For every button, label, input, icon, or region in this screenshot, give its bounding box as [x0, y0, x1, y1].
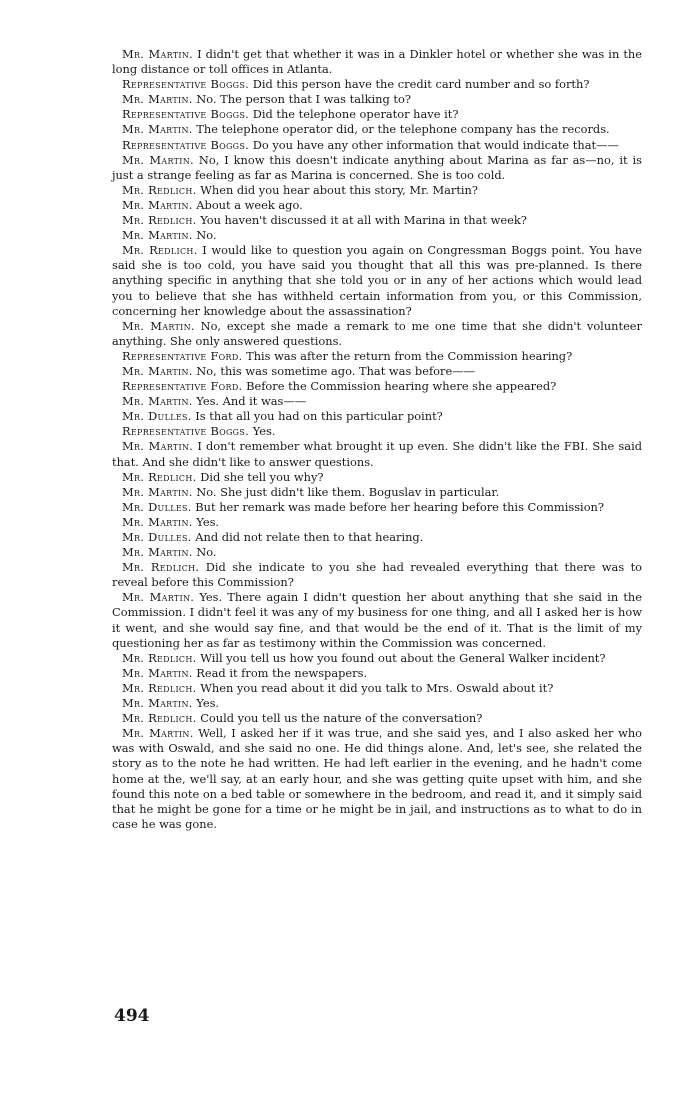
transcript-paragraph	[112, 47, 642, 77]
speaker-name: Mr. Martin.	[122, 696, 193, 711]
speaker-name: Mr. Dulles.	[122, 499, 192, 514]
transcript-paragraph	[112, 364, 642, 379]
transcript-paragraph	[112, 485, 642, 500]
transcript-paragraph	[112, 138, 642, 153]
speech-text: No, except she made a remark to me one time that she didn't volunteer anything. She only answered questions.	[112, 318, 642, 348]
speaker-name: Mr. Redlich.	[122, 711, 197, 726]
transcript-paragraph	[112, 153, 642, 183]
speaker-name: Representative Ford.	[122, 379, 243, 394]
speech-text: Did she tell you why?	[200, 469, 324, 484]
speaker-name: Mr. Redlich.	[122, 182, 197, 197]
speaker-name: Mr. Redlich.	[122, 243, 198, 258]
speaker-name: Mr. Martin.	[122, 92, 193, 107]
transcript-paragraph	[112, 379, 642, 394]
transcript-paragraph	[112, 439, 642, 469]
speaker-name: Mr. Martin.	[122, 197, 193, 212]
speaker-name: Mr. Dulles.	[122, 409, 192, 424]
transcript-paragraph	[112, 696, 642, 711]
speech-text: No.	[196, 228, 217, 243]
speech-text: Before the Commission hearing where she appeared?	[246, 379, 557, 394]
speech-text: Did the telephone operator have it?	[252, 107, 459, 122]
speaker-name: Representative Ford.	[122, 348, 243, 363]
speech-text: Well, I asked her if it was true, and she said yes, and I also asked her who was with Oswald, and she said no one. He did things alone. And, let's see, she related the story as to the note he had written. He had left earlier in the evening, and he hadn't come home at the, we'll say, at an early hour, and she was getting quite upset with him, and she found this note on a bed table or somewhere in the bedroom, and read it, and it simply said that he might be gone for a time or he might be in jail, and instructions as to what to do in case he was gone.	[112, 726, 643, 831]
speaker-name: Mr. Martin.	[122, 484, 193, 499]
transcript-paragraph	[112, 651, 642, 666]
speech-text: I don't remember what brought it up even. She didn't like the FBI. She said that. And she didn't like to answer questions.	[112, 439, 642, 469]
transcript-paragraph	[112, 243, 642, 318]
speech-text: I would like to question you again on Congressman Boggs point. You have said she is too cold, you have said you thought that all this was pre-planned. Is there anything specific in anything that she told you or in any of her actions which would lead you to believe that she has withheld certain information from you, or this Commission, concerning her knowledge about the assassination?	[112, 243, 642, 318]
speech-text: Do you have any other information that would indicate that——	[252, 137, 619, 152]
transcript-paragraph	[112, 198, 642, 213]
transcript-paragraph	[112, 545, 642, 560]
speech-text: No, I know this doesn't indicate anything about Marina as far as—no, it is just a strange feeling as far as Marina is concerned. She is too cold.	[112, 152, 643, 182]
speech-text: Will you tell us how you found out about the General Walker incident?	[200, 650, 606, 665]
transcript-paragraph	[112, 319, 642, 349]
transcript-paragraph	[112, 530, 642, 545]
speaker-name: Mr. Martin.	[122, 363, 193, 378]
transcript-paragraph	[112, 666, 642, 681]
speech-text: Did this person have the credit card number and so forth?	[252, 77, 590, 92]
speaker-name: Representative Boggs.	[122, 77, 250, 92]
page-number: 494	[114, 1006, 150, 1026]
transcript-paragraph	[112, 515, 642, 530]
speaker-name: Mr. Martin.	[122, 318, 195, 333]
speech-text: No, this was sometime ago. That was before——	[196, 363, 476, 378]
speech-text: Did she indicate to you she had revealed everything that there was to reveal before this Commission?	[112, 560, 643, 590]
speech-text: I didn't get that whether it was in a Dinkler hotel or whether she was in the long distance or toll offices in Atlanta.	[112, 47, 642, 77]
transcript-paragraph	[112, 107, 642, 122]
transcript-paragraph	[112, 711, 642, 726]
transcript-paragraph	[112, 560, 642, 590]
speaker-name: Mr. Redlich.	[122, 680, 197, 695]
transcript-paragraph	[112, 500, 642, 515]
transcript-paragraph	[112, 681, 642, 696]
speech-text: When you read about it did you talk to Mrs. Oswald about it?	[200, 680, 554, 695]
speaker-name: Mr. Martin.	[122, 122, 193, 137]
speaker-name: Mr. Redlich.	[122, 650, 197, 665]
speech-text: When did you hear about this story, Mr. Martin?	[200, 182, 479, 197]
speaker-name: Representative Boggs.	[122, 137, 250, 152]
speaker-name: Mr. Martin.	[122, 152, 194, 167]
speaker-name: Mr. Martin.	[122, 665, 193, 680]
transcript-paragraph	[112, 183, 642, 198]
transcript-paragraph	[112, 726, 642, 832]
speech-text: This was after the return from the Commission hearing?	[246, 348, 573, 363]
speaker-name: Mr. Martin.	[122, 545, 193, 560]
speaker-name: Mr. Dulles.	[122, 530, 192, 544]
transcript-paragraph	[112, 394, 642, 409]
speaker-name: Mr. Martin.	[122, 439, 194, 454]
speaker-name: Mr. Martin.	[122, 590, 195, 605]
speech-text: And did not relate then to that hearing.	[195, 530, 424, 544]
speech-text: You haven't discussed it at all with Marina in that week?	[200, 213, 527, 228]
speaker-name: Mr. Martin.	[122, 394, 193, 409]
speech-text: About a week ago.	[196, 197, 303, 212]
transcript-paragraph	[112, 213, 642, 228]
speaker-name: Mr. Redlich.	[122, 560, 200, 575]
transcript-paragraph	[112, 470, 642, 485]
speech-text: The telephone operator did, or the telephone company has the records.	[196, 122, 610, 137]
speech-text: Is that all you had on this particular point?	[195, 409, 443, 424]
speech-text: Yes.	[196, 514, 220, 529]
speaker-name: Mr. Martin.	[122, 47, 194, 61]
transcript-paragraph	[112, 349, 642, 364]
speech-text: No. She just didn't like them. Boguslav in particular.	[196, 484, 500, 499]
speech-text: But her remark was made before her hearing before this Commission?	[195, 499, 604, 514]
transcript-paragraph	[112, 409, 642, 424]
speaker-name: Mr. Redlich.	[122, 469, 197, 484]
speech-text: Yes. There again I didn't question her about anything that she said in the Commission. I didn't feel it was any of my business for one thing, and all I asked her is how it went, and she would say fine, and that would be the end of it. That is the limit of my questioning her as far as testimony within the Commission was concerned.	[112, 590, 642, 650]
speech-text: Yes. And it was——	[196, 394, 307, 409]
transcript-paragraph	[112, 424, 642, 439]
transcript-paragraph	[112, 77, 642, 92]
speech-text: Read it from the newspapers.	[196, 665, 368, 680]
speech-text: Could you tell us the nature of the conversation?	[200, 711, 483, 726]
speech-text: Yes.	[252, 424, 276, 439]
speech-text: No. The person that I was talking to?	[196, 92, 411, 107]
speaker-name: Mr. Redlich.	[122, 213, 197, 228]
speech-text: Yes.	[196, 696, 220, 711]
speaker-name: Mr. Martin.	[122, 726, 194, 741]
speaker-name: Mr. Martin.	[122, 228, 193, 243]
transcript-paragraph	[112, 122, 642, 137]
transcript-paragraph	[112, 590, 642, 650]
transcript-paragraph	[112, 228, 642, 243]
transcript-paragraph	[112, 92, 642, 107]
speech-text: No.	[196, 545, 217, 560]
speaker-name: Representative Boggs.	[122, 424, 250, 439]
speaker-name: Mr. Martin.	[122, 514, 193, 529]
speaker-name: Representative Boggs.	[122, 107, 250, 122]
transcript-body	[112, 47, 642, 832]
